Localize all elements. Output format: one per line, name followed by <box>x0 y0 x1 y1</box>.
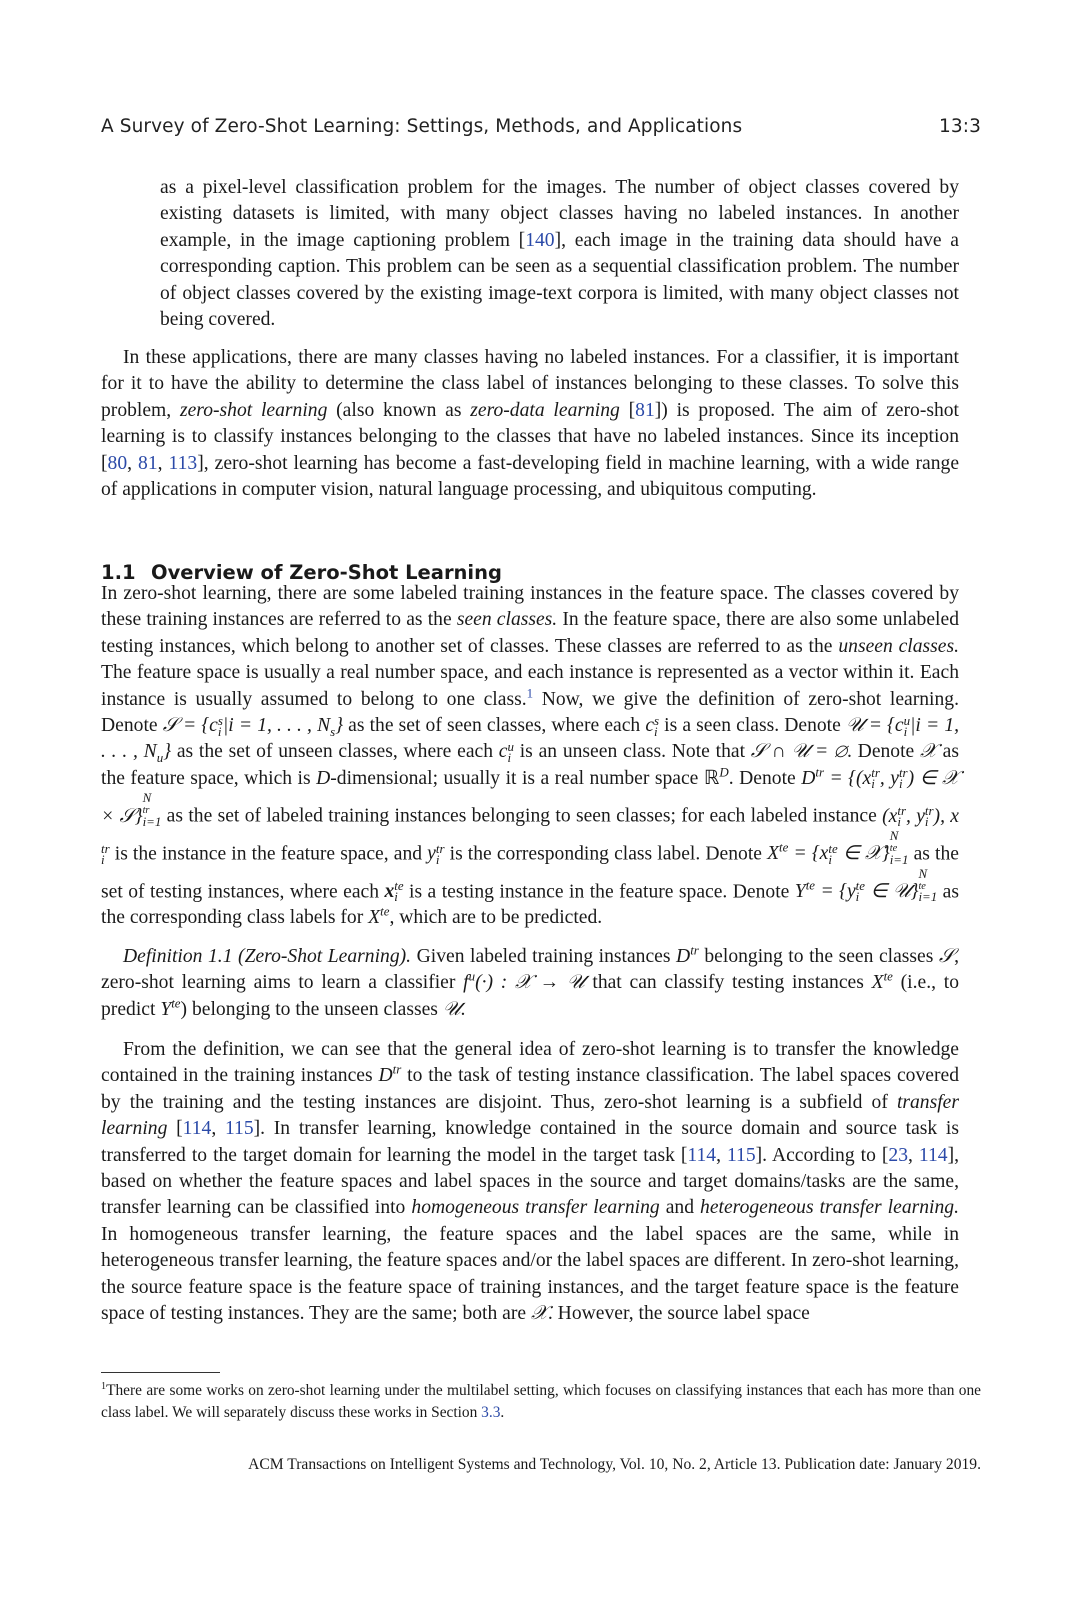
citation-link[interactable]: 114 <box>687 1144 717 1166</box>
definition-label: Definition 1.1 (Zero-Shot Learning). <box>123 946 412 967</box>
page-number: 13:3 <box>939 116 981 137</box>
intro-quote-paragraph: as a pixel-level classification problem for the images. The number of object classes covered by existing datasets is limited, with many object classes having no labeled instances. In another example, in the image captioning problem [140], each image in the training data should have a corresponding caption. This problem can be seen as a sequential classification problem. The number of object classes covered by the existing image-text corpora is limited, with many object classes not being covered. <box>160 177 959 331</box>
footnote: $^1$There are some works on zero-shot learning under the multilabel setting, which focuses on classifying instances that each has more than one class label. We will separately discuss these works in Section 3.3. <box>101 1380 981 1421</box>
footnote-number: 1 <box>101 1380 107 1392</box>
citation-link[interactable]: 81 <box>138 452 158 474</box>
journal-footer: ACM Transactions on Intelligent Systems and Technology, Vol. 10, No. 2, Article 13. Publication date: January 2019. <box>248 1456 981 1473</box>
running-title: A Survey of Zero-Shot Learning: Settings, Methods, and Applications <box>101 116 743 137</box>
transfer-learning-paragraph: From the definition, we can see that the general idea of zero-shot learning is to transfer the knowledge contained in the training instances $D^{tr}$ to the task of testing instance classification. The label spaces covered by the training and the testing instances are disjoint. Thus, zero-shot learning is a subfield of transfer learning [114, 115]. In transfer learning, knowledge contained in the source domain and source task is transferred to the target domain for learning the model in the target task [114, 115]. According to [23, 114], based on whether the feature spaces and label spaces in the source and target domains/tasks are the same, transfer learning can be classified into homogeneous transfer learning and heterogeneous transfer learning. In homogeneous transfer learning, the feature spaces and the label spaces are the same, while in heterogeneous transfer learning, the feature spaces and/or the label spaces are different. In zero-shot learning, the source feature space is the feature space of training instances, and the target feature space is the feature space of testing instances. They are the same; both are 𝒳. However, the source label space <box>101 1039 959 1325</box>
citation-link[interactable]: 114 <box>182 1118 212 1140</box>
section-title: Overview of Zero-Shot Learning <box>151 561 502 584</box>
applications-paragraph: In these applications, there are many classes having no labeled instances. For a classifier, it is important for it to have the ability to determine the class label of instances belonging to these classes. To solve this problem, zero-shot learning (also known as zero-data learning [81]) is proposed. The aim of zero-shot learning is to classify instances belonging to the classes that have no labeled instances. Since its inception [80, 81, 113], zero-shot learning has become a fast-developing field in machine learning, with a wide range of applications in computer vision, natural language processing, and ubiquitous computing. <box>101 347 960 501</box>
footnote-marker[interactable]: 1 <box>526 685 534 701</box>
overview-paragraph: In zero-shot learning, there are some labeled training instances in the feature space. The classes covered by these training instances are referred to as the seen classes. In the feature space, there are also some unlabeled testing instances, which belong to another set of classes. These classes are referred to as the unseen classes. The feature space is usually a real number space, and each instance is represented as a vector within it. Each instance is usually assumed to belong to one class.$^1$ Now, we give the definition of zero-shot learning. Denote 𝒮 = {c s i |i = 1, . . . , $N_s$} as the set of seen classes, where each c s i is a seen class. Denote 𝒰 = {c u i |i = 1, . . . , $N_u$} as the set of unseen classes, where each c u i is an unseen class. Note that 𝒮 ∩ 𝒰 = ∅. Denote 𝒳 as the feature space, which is D-dimensional; usually it is a real number space ℝ$^D$. Denote $D^{tr} = \{(x$ tr i , y tr i ) ∈ 𝒳 × 𝒮} N tr i=1 as the set of labeled training instances belonging to seen classes; for each labeled instance (x tr i , y tr i ), x tr i is the instance in the feature space, and y tr i is the corresponding class label. Denote $X^{te} = \{x$ te i ∈ 𝒳} N te i=1 as the set of testing instances, where each x te i is a testing instance in the feature space. Denote $Y^{te} = \{y$ te i ∈ 𝒰} N te i=1 as the corresponding class labels for $X^{te}$, which are to be predicted. <box>101 583 960 929</box>
citation-link[interactable]: 114 <box>918 1144 948 1166</box>
citation-link[interactable]: 115 <box>224 1118 254 1140</box>
section-link[interactable]: 3.3 <box>481 1404 501 1421</box>
running-head <box>101 116 981 137</box>
citation-link[interactable]: 113 <box>168 452 198 474</box>
citation-link[interactable]: 115 <box>726 1144 756 1166</box>
section-number: 1.1 <box>101 561 136 584</box>
citation-link[interactable]: 81 <box>635 399 655 421</box>
footnote-rule <box>101 1372 220 1373</box>
citation-link[interactable]: 140 <box>525 229 555 251</box>
citation-link[interactable]: 80 <box>107 452 128 474</box>
definition-block: Definition 1.1 (Zero-Shot Learning). Given labeled training instances $D^{tr}$ belonging to the seen classes 𝒮, zero-shot learning aims to learn a classifier $f^u(\cdot)$ : 𝒳 → 𝒰 that can classify testing instances $X^{te}$ (i.e., to predict $Y^{te}$) belonging to the unseen classes 𝒰. <box>101 942 960 1020</box>
citation-link[interactable]: 23 <box>888 1144 908 1166</box>
